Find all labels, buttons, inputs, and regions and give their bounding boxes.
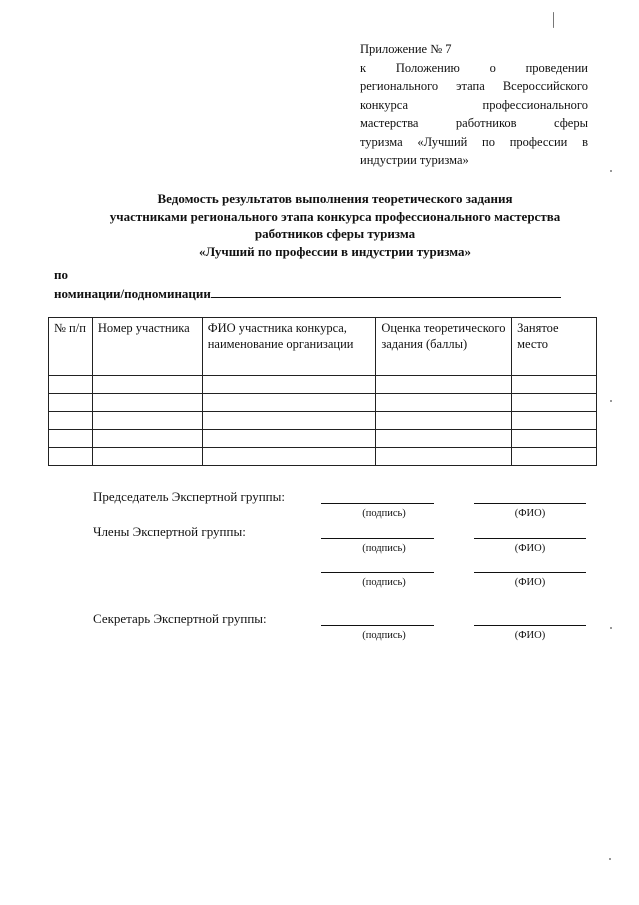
- signature-caption: (подпись): [362, 577, 406, 588]
- header-place: Занятое место: [512, 318, 597, 376]
- table-row: [49, 394, 597, 412]
- signature-caption: (подпись): [362, 508, 406, 519]
- name-caption: (ФИО): [514, 630, 546, 641]
- scan-mark: [610, 627, 612, 629]
- table-row: [49, 448, 597, 466]
- header-participant-name: ФИО участника конкурса, наименование организации: [202, 318, 376, 376]
- secretary-signature-line[interactable]: [321, 625, 434, 626]
- appendix-line: Приложение № 7: [360, 42, 452, 56]
- table-cell[interactable]: [92, 412, 202, 430]
- table-cell[interactable]: [202, 412, 376, 430]
- table-cell[interactable]: [202, 376, 376, 394]
- header-score: Оценка теоретического задания (баллы): [376, 318, 512, 376]
- table-cell[interactable]: [376, 412, 512, 430]
- results-table: [48, 317, 597, 466]
- table-cell[interactable]: [376, 376, 512, 394]
- nomination-block: [54, 266, 584, 303]
- table-cell[interactable]: [512, 394, 597, 412]
- appendix-line: регионального этапа Всероссийского: [360, 79, 588, 93]
- title-line: «Лучший по профессии в индустрии туризма»: [199, 243, 471, 259]
- table-cell[interactable]: [92, 430, 202, 448]
- table-cell[interactable]: [376, 430, 512, 448]
- table-row: [49, 376, 597, 394]
- nomination-fill-line[interactable]: [211, 284, 561, 298]
- scan-mark: [609, 858, 611, 860]
- scan-mark: [553, 12, 554, 28]
- appendix-line: индустрии туризма»: [360, 153, 469, 167]
- appendix-block: [360, 40, 588, 170]
- table-cell[interactable]: [512, 412, 597, 430]
- scan-mark: [610, 170, 612, 172]
- table-cell[interactable]: [49, 430, 93, 448]
- name-caption: (ФИО): [514, 543, 546, 554]
- members-label: Члены Экспертной группы:: [93, 524, 246, 539]
- appendix-line: мастерства работников сферы: [360, 116, 588, 130]
- member-name-line[interactable]: [474, 538, 586, 539]
- table-cell[interactable]: [92, 394, 202, 412]
- table-cell[interactable]: [92, 448, 202, 466]
- table-cell[interactable]: [376, 448, 512, 466]
- nomination-label: номинации/подноминации: [54, 286, 211, 301]
- member-name-line[interactable]: [474, 572, 586, 573]
- appendix-line: туризма «Лучший по профессии в: [360, 134, 588, 149]
- table-cell[interactable]: [49, 412, 93, 430]
- table-cell[interactable]: [376, 394, 512, 412]
- table-cell[interactable]: [202, 448, 376, 466]
- table-cell[interactable]: [512, 448, 597, 466]
- table-cell[interactable]: [92, 376, 202, 394]
- table-row: [49, 430, 597, 448]
- nomination-row: [54, 284, 584, 303]
- member-signature-line[interactable]: [321, 538, 434, 539]
- table-cell[interactable]: [202, 394, 376, 412]
- nomination-prefix: по: [54, 267, 68, 282]
- chair-name-line[interactable]: [474, 503, 586, 504]
- title-line: работников сферы туризма: [254, 226, 416, 241]
- title-line: участниками регионального этапа конкурса профессионального мастерства: [109, 208, 561, 224]
- table-cell[interactable]: [512, 430, 597, 448]
- signature-caption: (подпись): [362, 630, 406, 641]
- title-line: Ведомость результатов выполнения теоретического задания: [157, 191, 513, 206]
- table-header-row: [49, 318, 597, 376]
- header-number: № п/п: [49, 318, 93, 376]
- signature-caption: (подпись): [362, 543, 406, 554]
- appendix-line: к Положению о проведении: [360, 60, 588, 75]
- table-cell[interactable]: [202, 430, 376, 448]
- member-signature-line[interactable]: [321, 572, 434, 573]
- document-title: [40, 190, 630, 260]
- secretary-label: Секретарь Экспертной группы:: [93, 611, 267, 626]
- name-caption: (ФИО): [514, 508, 546, 519]
- table-cell[interactable]: [49, 376, 93, 394]
- chair-label: Председатель Экспертной группы:: [93, 489, 285, 504]
- table-row: [49, 412, 597, 430]
- appendix-line: конкурса профессионального: [360, 97, 588, 112]
- secretary-name-line[interactable]: [474, 625, 586, 626]
- table-cell[interactable]: [512, 376, 597, 394]
- chair-signature-line[interactable]: [321, 503, 434, 504]
- table-cell[interactable]: [49, 448, 93, 466]
- scan-mark: [610, 400, 612, 402]
- table-cell[interactable]: [49, 394, 93, 412]
- name-caption: (ФИО): [514, 577, 546, 588]
- header-participant-number: Номер участника: [92, 318, 202, 376]
